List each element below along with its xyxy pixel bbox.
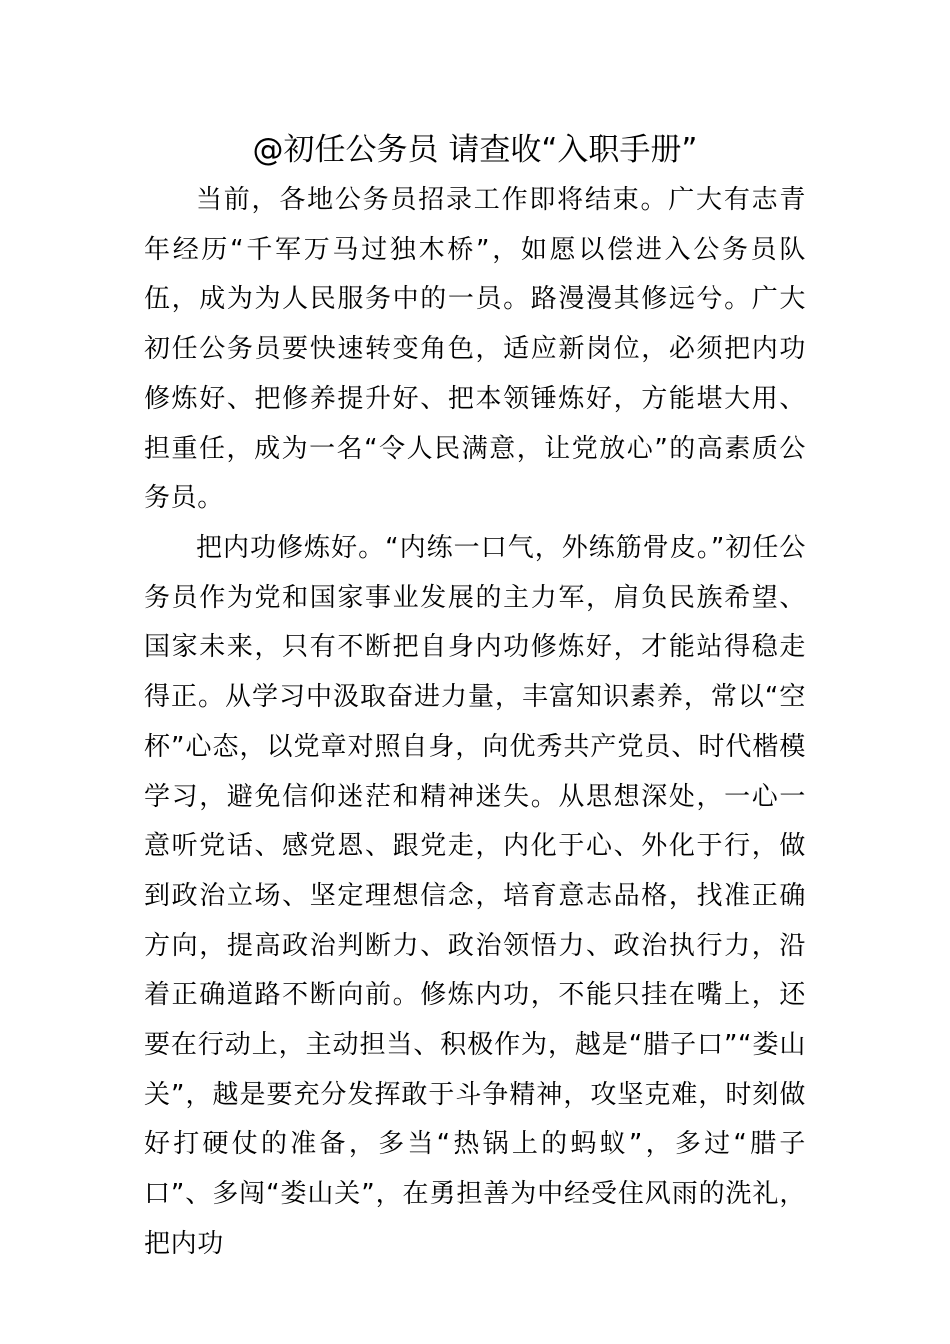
paragraph-intro: 当前，各地公务员招录工作即将结束。广大有志青年经历“千军万马过独木桥”，如愿以偿进入公务员队伍，成为为人民服务中的一员。路漫漫其修远兮。广大初任公务员要快速转变角色，适应新岗位，必须把内功修炼好、把修养提升好、把本领锤炼好，方能堪大用、担重任，成为一名“令人民满意，让党放心”的高素质公务员。 (144, 185, 806, 514)
document-title: @初任公务员 请查收“入职手册” (252, 132, 698, 168)
paragraph-inner-strength: 把内功修炼好。“内练一口气，外练筋骨皮。”初任公务员作为党和国家事业发展的主力军，肩负民族希望、国家未来，只有不断把自身内功修炼好，才能站得稳走得正。从学习中汲取奋进力量，丰富知识素养，常以“空杯”心态，以党章对照自身，向优秀共产党员、时代楷模学习，避免信仰迷茫和精神迷失。从思想深处，一心一意听党话、感党恩、跟党走，内化于心、外化于行，做到政治立场、坚定理想信念，培育意志品格，找准正确方向，提高政治判断力、政治领悟力、政治执行力，沿着正确道路不断向前。修炼内功，不能只挂在嘴上，还要在行动上，主动担当、积极作为，越是“腊子口”“娄山关”，越是要充分发挥敢于斗争精神，攻坚克难，时刻做好打硬仗的准备，多当“热锅上的蚂蚁”，多过“腊子口”、多闯“娄山关”，在勇担善为中经受住风雨的洗礼，把内功 (144, 533, 806, 1259)
